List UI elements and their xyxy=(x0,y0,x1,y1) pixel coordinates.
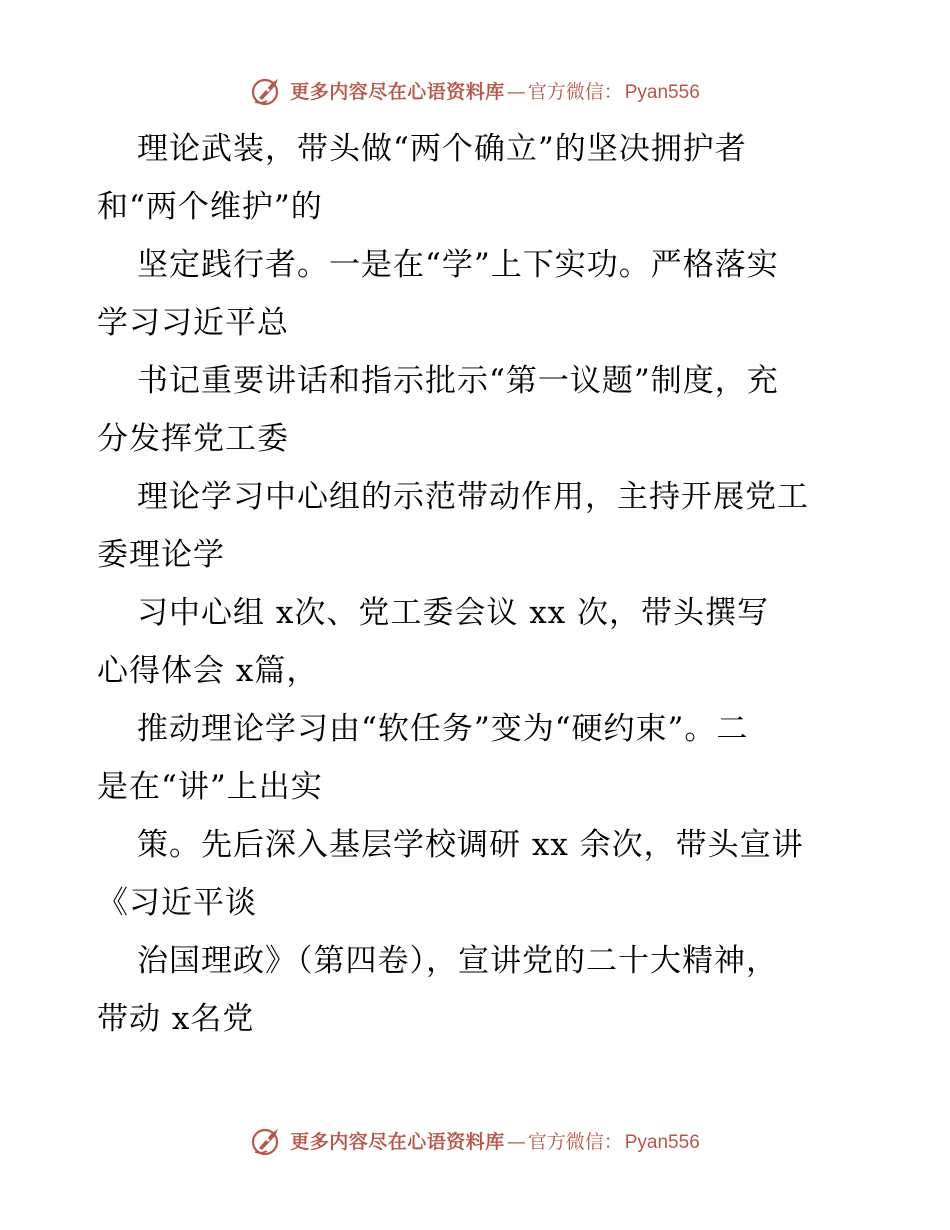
watermark-wechat-id: Pyan556 xyxy=(624,81,700,103)
watermark-dash: — xyxy=(506,1130,526,1153)
text-line: 理论武装，带头做“两个确立”的坚决拥护者 xyxy=(137,131,747,167)
watermark-dash: — xyxy=(506,80,526,103)
text-line: 委理论学 xyxy=(97,537,225,573)
text-line: 推动理论学习由“软任务”变为“硬约束”。二 xyxy=(137,711,749,747)
text-line: 《习近平谈 xyxy=(97,885,257,921)
text-line: 是在“讲”上出实 xyxy=(97,769,323,805)
watermark-official-label: 官方微信： xyxy=(527,80,623,103)
text-line: 治国理政》（第四卷），宣讲党的二十大精神， xyxy=(137,943,778,979)
pen-nib-logo-icon xyxy=(250,1123,284,1157)
text-line: 和“两个维护”的 xyxy=(97,189,323,225)
text-line: 书记重要讲话和指示批示“第一议题”制度，充 xyxy=(137,363,779,399)
footer-watermark xyxy=(0,1120,950,1160)
text-line: 心得体会 x篇， xyxy=(97,653,319,689)
watermark-brand: 更多内容尽在心语资料库 xyxy=(290,1130,505,1153)
watermark-wechat-id: Pyan556 xyxy=(624,1131,700,1153)
document-body xyxy=(97,120,857,1048)
text-line: 理论学习中心组的示范带动作用，主持开展党工 xyxy=(137,479,809,515)
text-line: 策。先后深入基层学校调研 xx 余次，带头宣讲 xyxy=(137,827,804,863)
header-watermark xyxy=(0,70,950,110)
pen-nib-logo-icon xyxy=(250,73,284,107)
watermark-official-label: 官方微信： xyxy=(527,1130,623,1153)
text-line: 坚定践行者。一是在“学”上下实功。严格落实 xyxy=(137,247,779,283)
text-line: 习中心组 x次、党工委会议 xx 次，带头撰写 xyxy=(137,595,770,631)
text-line: 带动 x名党 xyxy=(97,1001,255,1037)
watermark-brand: 更多内容尽在心语资料库 xyxy=(290,80,505,103)
text-line: 分发挥党工委 xyxy=(97,421,289,457)
text-line: 学习习近平总 xyxy=(97,305,289,341)
